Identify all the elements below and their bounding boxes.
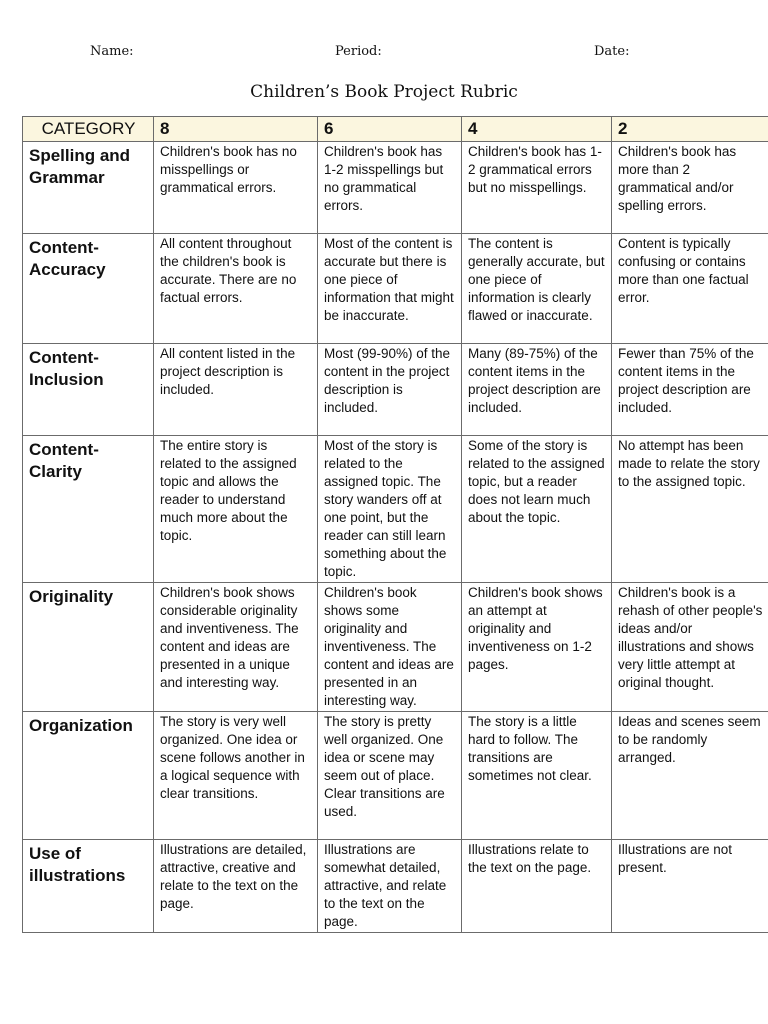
table-row	[23, 840, 768, 933]
period-label: Period:	[335, 44, 382, 59]
criterion-cell: Many (89-75%) of the content items in the project description are included.	[462, 344, 612, 436]
criterion-cell: The content is generally accurate, but one piece of information is clearly flawed or inaccurate.	[462, 234, 612, 344]
category-cell: Content-Inclusion	[23, 344, 154, 436]
column-header-score-6: 6	[318, 117, 462, 142]
criterion-cell: Children's book has 1-2 misspellings but no grammatical errors.	[318, 142, 462, 234]
criterion-cell: Illustrations relate to the text on the page.	[462, 840, 612, 933]
criterion-cell: Some of the story is related to the assigned topic, but a reader does not learn much about the topic.	[462, 436, 612, 583]
criterion-cell: Fewer than 75% of the content items in the project description are included.	[612, 344, 768, 436]
criterion-cell: Children's book shows some originality and inventiveness. The content and ideas are presented in an interesting way.	[318, 583, 462, 712]
category-cell: Use of illustrations	[23, 840, 154, 933]
category-cell: Content-Clarity	[23, 436, 154, 583]
criterion-cell: Ideas and scenes seem to be randomly arranged.	[612, 712, 768, 840]
category-cell: Originality	[23, 583, 154, 712]
rubric-header	[23, 117, 768, 142]
column-header-score-4: 4	[462, 117, 612, 142]
table-row	[23, 712, 768, 840]
column-header-score-2: 2	[612, 117, 768, 142]
criterion-cell: Most of the content is accurate but there is one piece of information that might be inaccurate.	[318, 234, 462, 344]
date-label: Date:	[594, 44, 630, 59]
table-row	[23, 344, 768, 436]
rubric-body	[23, 142, 768, 933]
criterion-cell: Children's book shows an attempt at originality and inventiveness on 1-2 pages.	[462, 583, 612, 712]
table-row	[23, 234, 768, 344]
header-row	[23, 117, 768, 142]
criterion-cell: Children's book shows considerable originality and inventiveness. The content and ideas are presented in a unique and interesting way.	[154, 583, 318, 712]
table-row	[23, 436, 768, 583]
category-cell: Spelling and Grammar	[23, 142, 154, 234]
criterion-cell: Children's book has no misspellings or grammatical errors.	[154, 142, 318, 234]
criterion-cell: Illustrations are not present.	[612, 840, 768, 933]
criterion-cell: Children's book has 1-2 grammatical errors but no misspellings.	[462, 142, 612, 234]
criterion-cell: Illustrations are detailed, attractive, creative and relate to the text on the page.	[154, 840, 318, 933]
column-header-score-8: 8	[154, 117, 318, 142]
criterion-cell: Children's book is a rehash of other people's ideas and/or illustrations and shows very little attempt at original thought.	[612, 583, 768, 712]
table-row	[23, 142, 768, 234]
header-fields	[0, 44, 768, 66]
criterion-cell: All content listed in the project description is included.	[154, 344, 318, 436]
criterion-cell: Most (99-90%) of the content in the project description is included.	[318, 344, 462, 436]
criterion-cell: All content throughout the children's book is accurate. There are no factual errors.	[154, 234, 318, 344]
column-header-category: CATEGORY	[23, 117, 154, 142]
criterion-cell: Children's book has more than 2 grammatical and/or spelling errors.	[612, 142, 768, 234]
criterion-cell: The story is pretty well organized. One idea or scene may seem out of place. Clear transitions are used.	[318, 712, 462, 840]
criterion-cell: Illustrations are somewhat detailed, attractive, and relate to the text on the page.	[318, 840, 462, 933]
criterion-cell: The entire story is related to the assigned topic and allows the reader to understand much more about the topic.	[154, 436, 318, 583]
criterion-cell: Content is typically confusing or contains more than one factual error.	[612, 234, 768, 344]
category-cell: Content-Accuracy	[23, 234, 154, 344]
criterion-cell: The story is very well organized. One idea or scene follows another in a logical sequence with clear transitions.	[154, 712, 318, 840]
rubric-table	[22, 116, 768, 933]
page-title: Children’s Book Project Rubric	[250, 82, 518, 102]
name-label: Name:	[90, 44, 134, 59]
criterion-cell: Most of the story is related to the assigned topic. The story wanders off at one point, but the reader can still learn something about the topic.	[318, 436, 462, 583]
table-row	[23, 583, 768, 712]
criterion-cell: The story is a little hard to follow. The transitions are sometimes not clear.	[462, 712, 612, 840]
category-cell: Organization	[23, 712, 154, 840]
criterion-cell: No attempt has been made to relate the story to the assigned topic.	[612, 436, 768, 583]
